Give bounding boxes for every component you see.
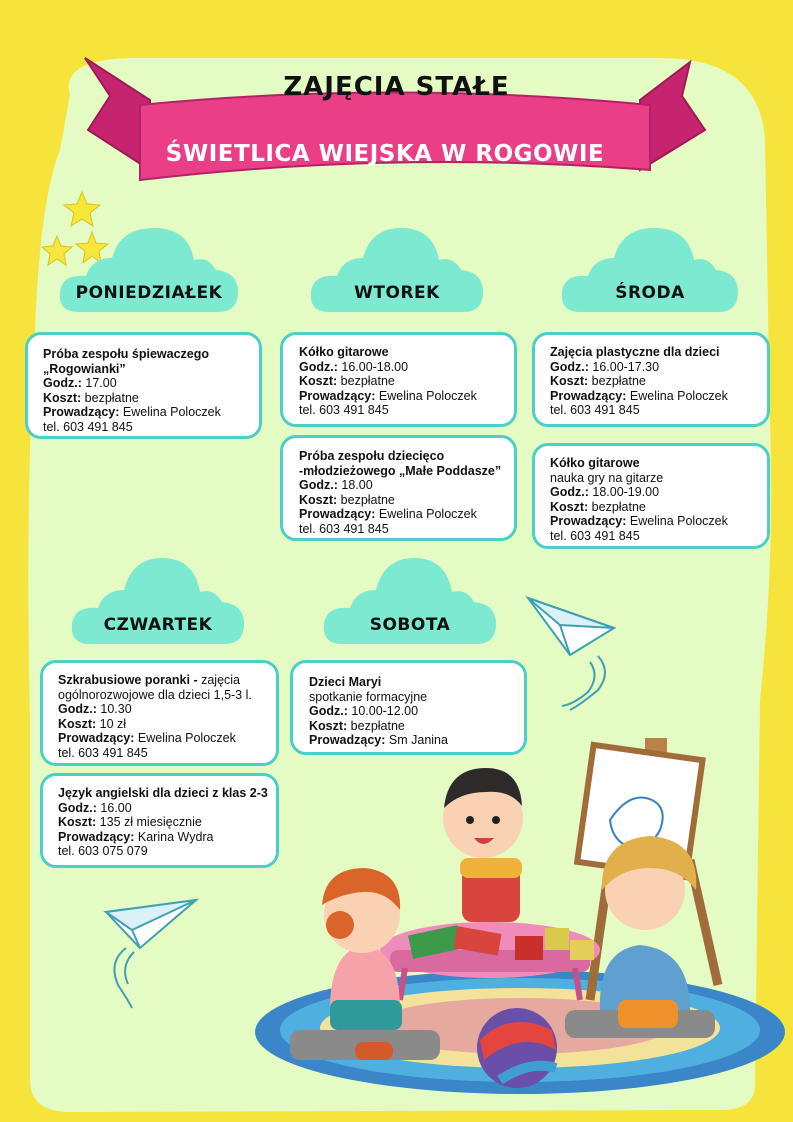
label-koszt: Koszt:	[58, 815, 97, 830]
page-title: ZAJĘCIA STAŁE	[283, 72, 510, 102]
label-godz: Godz.:	[309, 704, 348, 719]
label-prow: Prowadzący:	[550, 388, 627, 403]
activity-phone: tel. 603 491 845	[299, 521, 389, 536]
label-koszt: Koszt:	[299, 492, 338, 507]
label-koszt: Koszt:	[43, 390, 82, 405]
activity-leader: Ewelina Poloczek	[626, 388, 728, 403]
activity-name: Kółko gitarowe	[299, 345, 389, 359]
label-prow: Prowadzący:	[58, 829, 135, 844]
label-prow: Prowadzący:	[550, 514, 627, 529]
label-godz: Godz.:	[58, 800, 97, 815]
activity-name: -młodzieżowego „Małe Poddasze”	[299, 463, 502, 478]
day-label-wednesday: ŚRODA	[615, 283, 685, 303]
label-prow: Prowadzący:	[299, 507, 376, 522]
activity-name: „Rogowianki”	[43, 361, 126, 376]
activity-cost: bezpłatne	[81, 390, 139, 405]
activity-time: 16.00-17.30	[588, 359, 660, 374]
label-godz: Godz.:	[43, 376, 82, 391]
activity-phone: tel. 603 491 845	[43, 419, 133, 434]
activity-phone: tel. 603 491 845	[550, 528, 640, 543]
activity-name: Szkrabusiowe poranki -	[58, 673, 198, 687]
activity-name: Język angielski dla dzieci z klas 2-3	[58, 786, 268, 800]
activity-cost: bezpłatne	[347, 718, 405, 733]
label-koszt: Koszt:	[58, 716, 97, 731]
activity-time: 16.00-18.00	[337, 359, 409, 374]
label-koszt: Koszt:	[309, 718, 348, 733]
label-godz: Godz.:	[550, 359, 589, 374]
activity-time: 10.30	[96, 702, 132, 717]
activity-leader: Ewelina Poloczek	[119, 405, 221, 420]
ball	[477, 1008, 557, 1088]
activity-time: 18.00	[337, 478, 373, 493]
banner-subtitle: ŚWIETLICA WIEJSKA W ROGOWIE	[165, 141, 605, 167]
activity-leader: Karina Wydra	[134, 829, 214, 844]
activity-description: zajęcia	[197, 673, 241, 687]
activity-description: spotkanie formacyjne	[309, 689, 428, 704]
activity-name: Kółko gitarowe	[550, 456, 640, 470]
label-prow: Prowadzący:	[299, 388, 376, 403]
activity-phone: tel. 603 491 845	[58, 745, 148, 760]
activity-leader: Sm Janina	[385, 733, 448, 748]
activity-description: ogólnorozwojowe dla dzieci 1,5-3 l.	[58, 687, 252, 702]
activity-cost: 10 zł	[96, 716, 127, 731]
label-prow: Prowadzący:	[43, 405, 120, 420]
activity-description: nauka gry na gitarze	[550, 470, 664, 485]
activity-name: Zajęcia plastyczne dla dzieci	[550, 345, 720, 359]
activity-time: 10.00-12.00	[347, 704, 419, 719]
activity-cost: bezpłatne	[337, 492, 395, 507]
boy-center	[443, 768, 523, 922]
day-label-tuesday: WTOREK	[354, 283, 440, 303]
day-label-thursday: CZWARTEK	[103, 615, 213, 635]
activity-leader: Ewelina Poloczek	[134, 731, 236, 746]
activity-leader: Ewelina Poloczek	[375, 507, 477, 522]
activity-leader: Ewelina Poloczek	[375, 388, 477, 403]
label-godz: Godz.:	[550, 485, 589, 500]
label-koszt: Koszt:	[299, 374, 338, 389]
day-label-monday: PONIEDZIAŁEK	[75, 283, 223, 303]
activity-phone: tel. 603 491 845	[299, 403, 389, 418]
activity-name: Dzieci Maryi	[309, 675, 382, 689]
label-godz: Godz.:	[299, 359, 338, 374]
activity-phone: tel. 603 075 079	[58, 844, 148, 859]
activity-time: 17.00	[81, 376, 117, 391]
activity-cost: 135 zł miesięcznie	[96, 815, 202, 830]
activity-cost: bezpłatne	[588, 374, 646, 389]
activity-name: Próba zespołu dziecięco	[299, 449, 445, 463]
activity-cost: bezpłatne	[588, 499, 646, 514]
activity-leader: Ewelina Poloczek	[626, 514, 728, 529]
label-prow: Prowadzący:	[58, 731, 135, 746]
day-label-saturday: SOBOTA	[369, 615, 451, 635]
activity-cost: bezpłatne	[337, 374, 395, 389]
activity-time: 16.00	[96, 800, 132, 815]
label-godz: Godz.:	[299, 478, 338, 493]
activity-name: Próba zespołu śpiewaczego	[43, 347, 210, 361]
label-koszt: Koszt:	[550, 499, 589, 514]
activity-phone: tel. 603 491 845	[550, 403, 640, 418]
label-godz: Godz.:	[58, 702, 97, 717]
label-prow: Prowadzący:	[309, 733, 386, 748]
label-koszt: Koszt:	[550, 374, 589, 389]
activity-time: 18.00-19.00	[588, 485, 660, 500]
